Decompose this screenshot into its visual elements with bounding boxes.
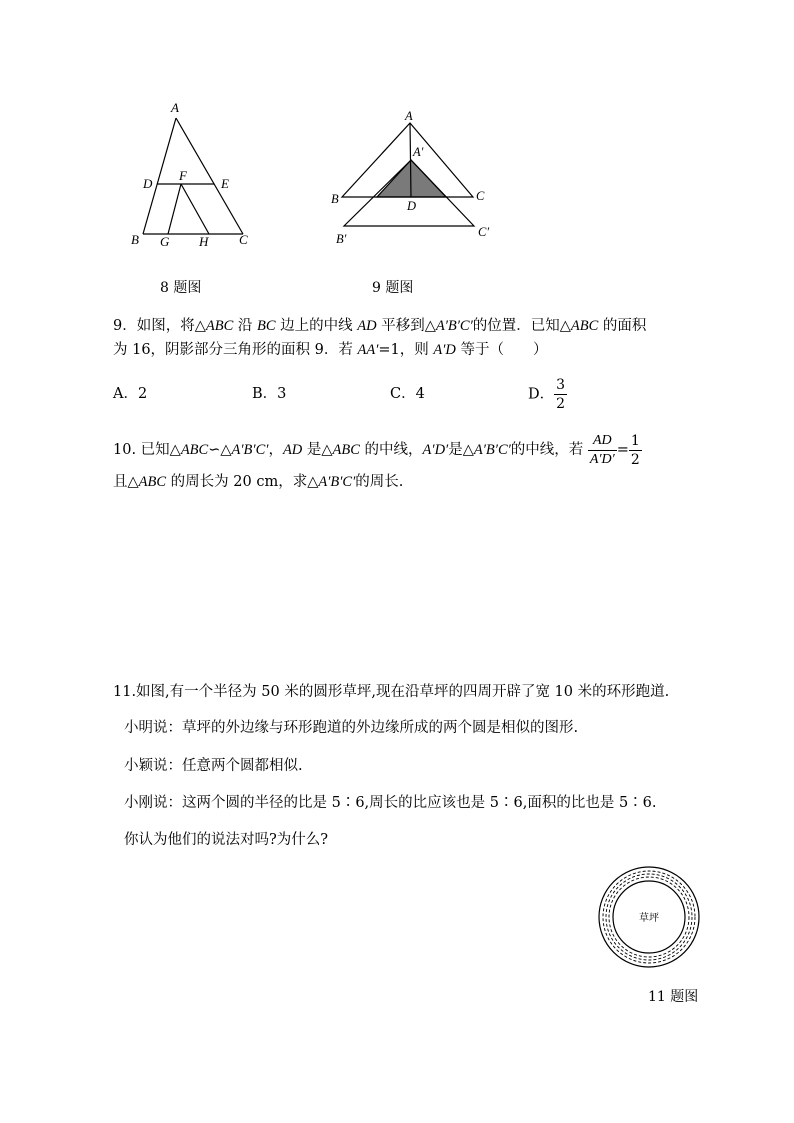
fig8-label-e: E	[221, 176, 229, 191]
q10-line-1: 10. 已知△ABC∽△A′B′C′，AD 是△ABC 的中线，A′D′是△A′B′C′的中线，若 $\frac{AD}{A'D'}$ = $\frac{1}{2}$	[113, 432, 640, 468]
figure-8	[125, 98, 260, 258]
fig9-label-c: C	[476, 189, 485, 203]
fig9-caption: 9 题图	[372, 280, 414, 296]
q11-line-1: 11.如图,有一个半径为 50 米的圆形草坪,现在沿草坪的四周开辟了宽 10 米的环形跑道.	[113, 684, 670, 700]
q9-line-2: 为 16，阴影部分三角形的面积 9．若 AA′=1，则 A′D 等于（ ）	[113, 342, 548, 358]
fig9-label-cp: C′	[478, 225, 490, 239]
fig9-label-b: B	[331, 192, 339, 206]
fig9-label-d: D	[407, 199, 417, 213]
fig8-label-g: G	[160, 234, 170, 249]
q11-line-3: 小颖说：任意两个圆都相似.	[124, 758, 303, 774]
fig8-caption: 8 题图	[160, 280, 202, 296]
q10-fraction-ad: $\frac{AD}{A'D'}$	[589, 432, 615, 467]
fig8-label-h: H	[199, 234, 209, 249]
q10-fraction-half: $\frac{1}{2}$	[630, 432, 640, 468]
q11-line-2: 小明说：草坪的外边缘与环形跑道的外边缘所成的两个圆是相似的图形.	[124, 720, 579, 736]
fig8-label-c: C	[239, 232, 248, 247]
figure-9	[328, 108, 503, 248]
fig11-caption: 11 题图	[648, 989, 699, 1005]
fig9-label-a: A	[405, 109, 413, 123]
q9-option-c: C．4	[390, 386, 425, 402]
fig9-label-bp: B′	[336, 232, 347, 246]
q10-line-2: 且△ABC 的周长为 20 cm，求△A′B′C′的周长.	[113, 474, 404, 490]
fig8-label-d: D	[143, 176, 153, 191]
q9-line-1: 9．如图，将△ABC 沿 BC 边上的中线 AD 平移到△A′B′C′的位置．已知△ABC 的面积	[113, 318, 647, 334]
q9-option-a: A．2	[113, 386, 148, 402]
fig8-label-f: F	[179, 168, 187, 183]
lawn-label: 草坪	[639, 913, 659, 924]
figure-11-lawn-track	[598, 866, 700, 968]
fig8-label-b: B	[131, 232, 139, 247]
q9-option-b: B．3	[252, 386, 287, 402]
fig8-segment-fg	[168, 184, 181, 234]
fig8-segment-fh	[181, 184, 209, 234]
q11-line-5: 你认为他们的说法对吗?为什么?	[124, 832, 329, 848]
q11-line-4: 小刚说：这两个圆的半径的比是 5∶6,周长的比应该也是 5∶6,面积的比也是 5∶6.	[124, 795, 657, 811]
q9-option-d: D． $\frac{3}{2}$	[528, 377, 566, 412]
fig9-label-ap: A′	[413, 145, 424, 159]
fig8-label-a: A	[171, 100, 179, 115]
